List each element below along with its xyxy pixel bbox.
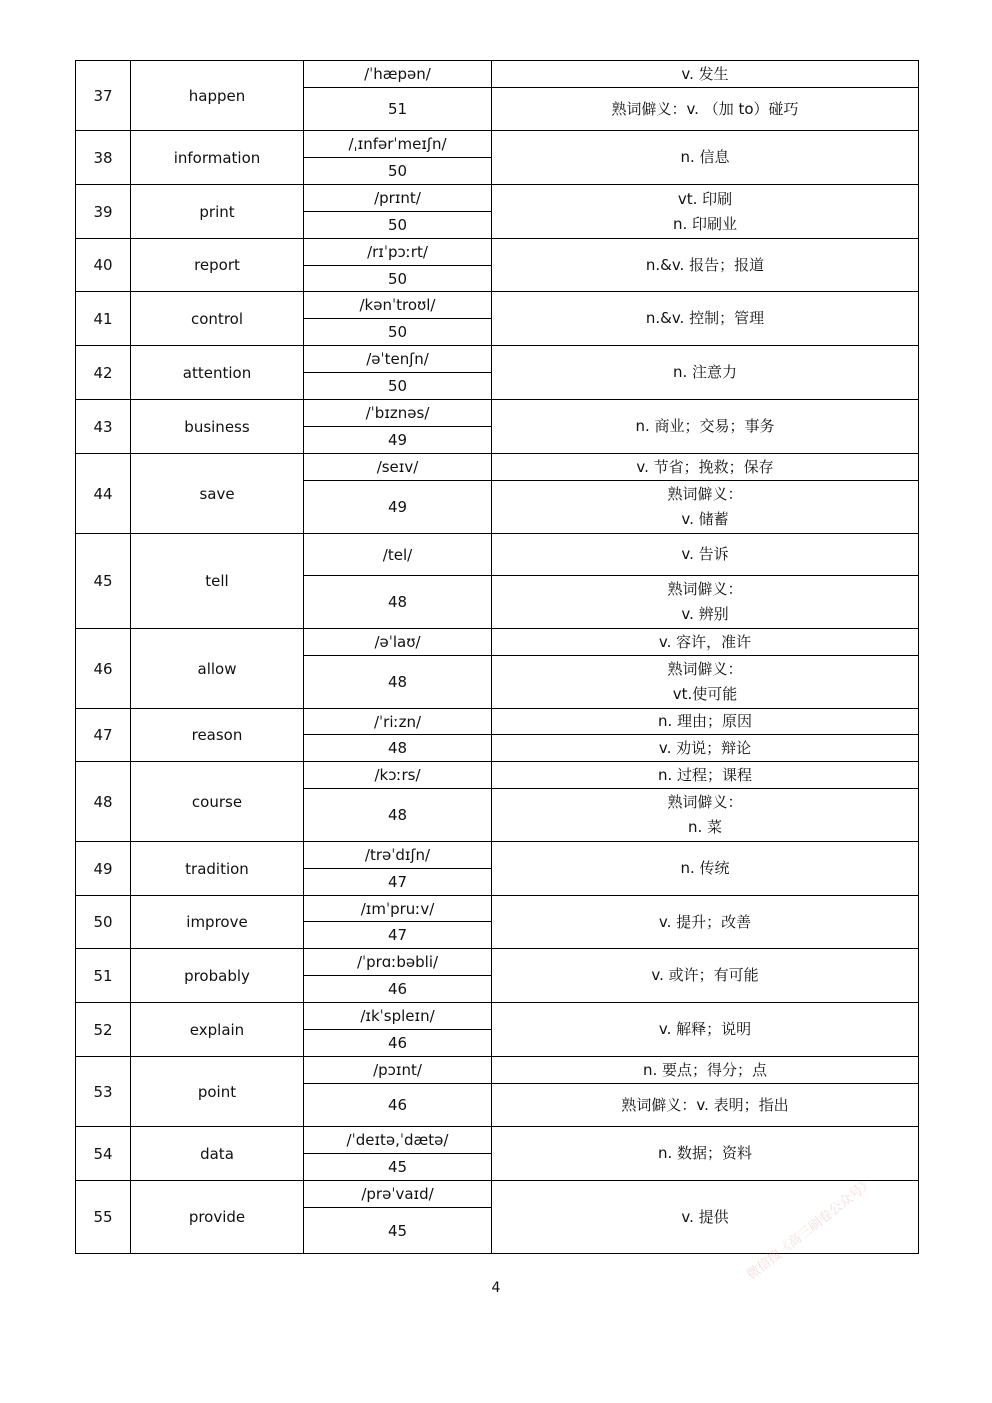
word-cell: data <box>131 1127 304 1181</box>
word-number: 41 <box>76 292 131 346</box>
meaning-cell <box>492 534 919 576</box>
frequency-cell: 47 <box>304 869 492 896</box>
meaning-line: 熟词僻义： <box>667 580 743 598</box>
word-cell: information <box>131 131 304 185</box>
word-number: 53 <box>76 1057 131 1127</box>
frequency-cell: 45 <box>304 1208 492 1254</box>
meaning-line: v. 解释；说明 <box>658 1020 752 1038</box>
frequency-cell: 51 <box>304 88 492 131</box>
frequency-cell: 49 <box>304 481 492 534</box>
meaning-cell <box>492 88 919 131</box>
word-number: 48 <box>76 762 131 842</box>
word-number: 54 <box>76 1127 131 1181</box>
meaning-line: n.&v. 控制；管理 <box>645 309 765 327</box>
table-row <box>76 454 919 481</box>
word-cell: point <box>131 1057 304 1127</box>
meaning-cell <box>492 735 919 762</box>
word-number: 42 <box>76 346 131 400</box>
meaning-line: v. 容许，准许 <box>658 632 752 651</box>
meaning-cell <box>492 481 919 534</box>
phonetic-cell: /ɪmˈpruːv/ <box>304 896 492 922</box>
meaning-cell <box>492 1127 919 1181</box>
word-cell: happen <box>131 61 304 131</box>
frequency-cell: 50 <box>304 373 492 400</box>
table-row <box>76 949 919 976</box>
meaning-line: v. 辨别 <box>681 605 729 623</box>
table-row <box>76 346 919 373</box>
phonetic-cell: /ɪkˈspleɪn/ <box>304 1003 492 1030</box>
meaning-line: n. 信息 <box>680 148 730 166</box>
word-cell: tell <box>131 534 304 629</box>
meaning-cell <box>492 842 919 896</box>
word-cell: improve <box>131 896 304 949</box>
meaning-cell <box>492 454 919 481</box>
table-row <box>76 1057 919 1084</box>
phonetic-cell: /kɔːrs/ <box>304 762 492 789</box>
frequency-cell: 50 <box>304 212 492 239</box>
phonetic-cell: /rɪˈpɔːrt/ <box>304 239 492 266</box>
meaning-line: n.&v. 报告；报道 <box>645 255 765 274</box>
word-cell: business <box>131 400 304 454</box>
page-number: 4 <box>491 1280 501 1296</box>
word-number: 52 <box>76 1003 131 1057</box>
meaning-line: n. 菜 <box>687 818 723 836</box>
table-row <box>76 61 919 88</box>
word-cell: tradition <box>131 842 304 896</box>
frequency-cell: 47 <box>304 922 492 949</box>
phonetic-cell: /ˈhæpən/ <box>304 61 492 88</box>
meaning-line: v. 劝说；辩论 <box>658 738 752 757</box>
word-number: 47 <box>76 709 131 762</box>
meaning-line: 熟词僻义： <box>667 660 743 678</box>
word-cell: attention <box>131 346 304 400</box>
table-row <box>76 762 919 789</box>
meaning-line: v. 告诉 <box>681 545 729 563</box>
table-row <box>76 185 919 212</box>
meaning-cell <box>492 185 919 239</box>
phonetic-cell: /ˈbɪznəs/ <box>304 400 492 427</box>
meaning-cell <box>492 629 919 656</box>
table-row <box>76 896 919 922</box>
frequency-cell: 50 <box>304 266 492 292</box>
meaning-cell <box>492 576 919 629</box>
meaning-cell <box>492 1057 919 1084</box>
word-number: 39 <box>76 185 131 239</box>
phonetic-cell: /ˈprɑːbəbli/ <box>304 949 492 976</box>
phonetic-cell: /prəˈvaɪd/ <box>304 1181 492 1208</box>
word-number: 37 <box>76 61 131 131</box>
frequency-cell: 50 <box>304 319 492 346</box>
table-row <box>76 239 919 266</box>
meaning-cell <box>492 61 919 88</box>
word-cell: allow <box>131 629 304 709</box>
watermark: 微信搜《高三刷卷公众号》 <box>744 1175 877 1283</box>
meaning-cell <box>492 400 919 454</box>
phonetic-cell: /tel/ <box>304 534 492 576</box>
phonetic-cell: /prɪnt/ <box>304 185 492 212</box>
meaning-line: v. 或许；有可能 <box>651 966 759 984</box>
word-cell: report <box>131 239 304 292</box>
meaning-cell <box>492 292 919 346</box>
frequency-cell: 46 <box>304 1030 492 1057</box>
table-row <box>76 534 919 576</box>
frequency-cell: 48 <box>304 789 492 842</box>
meaning-cell <box>492 762 919 789</box>
phonetic-cell: /ˈdeɪtə,ˈdætə/ <box>304 1127 492 1154</box>
word-cell: explain <box>131 1003 304 1057</box>
meaning-line: n. 注意力 <box>672 363 738 381</box>
meaning-line: 熟词僻义： <box>667 793 743 811</box>
word-cell: save <box>131 454 304 534</box>
meaning-cell <box>492 656 919 709</box>
word-number: 40 <box>76 239 131 292</box>
frequency-cell: 49 <box>304 427 492 454</box>
meaning-line: v. 储蓄 <box>681 510 729 528</box>
word-number: 55 <box>76 1181 131 1254</box>
word-number: 38 <box>76 131 131 185</box>
meaning-line: vt.使可能 <box>672 685 738 703</box>
frequency-cell: 48 <box>304 735 492 762</box>
meaning-line: n. 传统 <box>680 859 730 877</box>
word-number: 44 <box>76 454 131 534</box>
meaning-line: v. 提升；改善 <box>658 912 752 931</box>
frequency-cell: 45 <box>304 1154 492 1181</box>
vocabulary-table <box>75 60 919 1254</box>
word-number: 51 <box>76 949 131 1003</box>
phonetic-cell: /əˈlaʊ/ <box>304 629 492 656</box>
phonetic-cell: /seɪv/ <box>304 454 492 481</box>
phonetic-cell: /ˈriːzn/ <box>304 709 492 735</box>
frequency-cell: 46 <box>304 976 492 1003</box>
meaning-line: 熟词僻义： <box>667 485 743 503</box>
phonetic-cell: /ˌɪnfərˈmeɪʃn/ <box>304 131 492 158</box>
frequency-cell: 46 <box>304 1084 492 1127</box>
phonetic-cell: /əˈtenʃn/ <box>304 346 492 373</box>
vocabulary-table-body <box>76 61 919 1254</box>
meaning-line: n. 数据；资料 <box>657 1144 753 1162</box>
phonetic-cell: /pɔɪnt/ <box>304 1057 492 1084</box>
word-number: 45 <box>76 534 131 629</box>
frequency-cell: 48 <box>304 576 492 629</box>
meaning-line: vt. 印刷 <box>677 189 733 208</box>
table-row <box>76 1181 919 1208</box>
meaning-cell <box>492 709 919 735</box>
table-row <box>76 1003 919 1030</box>
table-row <box>76 1127 919 1154</box>
word-number: 46 <box>76 629 131 709</box>
table-row <box>76 842 919 869</box>
word-cell: print <box>131 185 304 239</box>
phonetic-cell: /trəˈdɪʃn/ <box>304 842 492 869</box>
word-cell: provide <box>131 1181 304 1254</box>
word-number: 49 <box>76 842 131 896</box>
meaning-cell <box>492 1084 919 1127</box>
table-row <box>76 131 919 158</box>
meaning-cell <box>492 1003 919 1057</box>
frequency-cell: 50 <box>304 158 492 185</box>
word-cell: control <box>131 292 304 346</box>
table-row <box>76 400 919 427</box>
meaning-cell <box>492 131 919 185</box>
frequency-cell: 48 <box>304 656 492 709</box>
meaning-line: n. 印刷业 <box>672 214 738 233</box>
table-row <box>76 292 919 319</box>
meaning-line: 熟词僻义：v. （加 to）碰巧 <box>611 99 799 118</box>
meaning-cell <box>492 789 919 842</box>
meaning-cell <box>492 949 919 1003</box>
meaning-line: n. 过程；课程 <box>657 765 753 784</box>
meaning-cell <box>492 239 919 292</box>
word-cell: probably <box>131 949 304 1003</box>
meaning-line: v. 提供 <box>681 1207 729 1226</box>
meaning-line: 熟词僻义：v. 表明；指出 <box>621 1095 789 1114</box>
word-number: 43 <box>76 400 131 454</box>
meaning-line: v. 发生 <box>681 64 729 83</box>
table-row <box>76 629 919 656</box>
word-cell: reason <box>131 709 304 762</box>
meaning-cell <box>492 346 919 400</box>
phonetic-cell: /kənˈtroʊl/ <box>304 292 492 319</box>
meaning-cell <box>492 896 919 949</box>
table-row <box>76 709 919 735</box>
meaning-line: n. 理由；原因 <box>657 712 753 730</box>
meaning-line: v. 节省；挽救；保存 <box>636 457 774 476</box>
word-cell: course <box>131 762 304 842</box>
meaning-line: n. 要点；得分；点 <box>642 1060 768 1079</box>
word-number: 50 <box>76 896 131 949</box>
meaning-line: n. 商业；交易；事务 <box>635 417 775 435</box>
